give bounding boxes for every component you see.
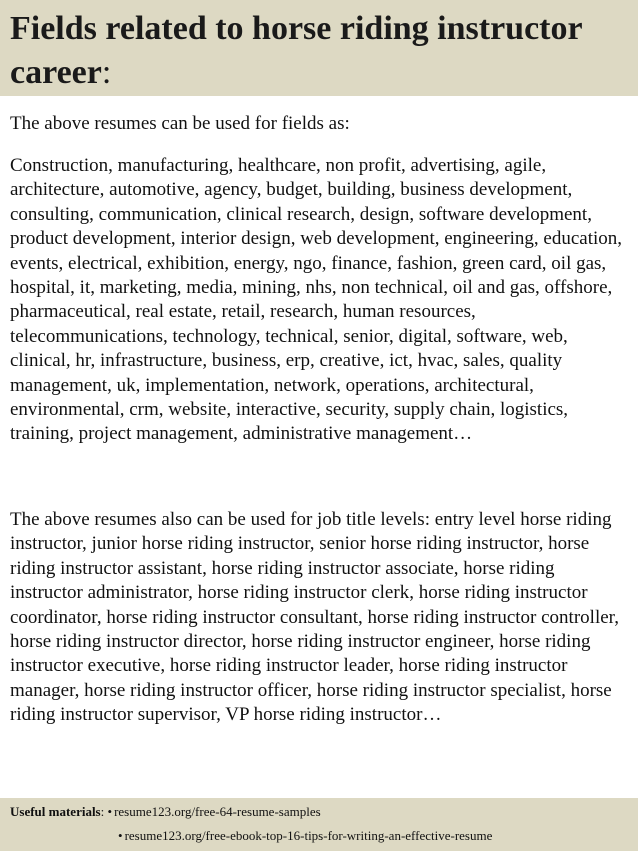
fields-list-paragraph: Construction, manufacturing, healthcare, non profit, advertising, agile, architecture, automotive, agency, budget, building, business development, consulting, communication, clinical research, design, software development, product development, interior design, web development, engineering, education, events, electrical, exhibition, energy, ngo, finance, fashion, green card, oil gas, hospital, it, marketing, media, mining, nhs, non technical, oil and gas, offshore, pharmaceutical, real estate, retail, research, human resources, telecommunications, technology, technical, senior, digital, software, web, clinical, hr, infrastructure, business, erp, creative, ict, hvac, sales, quality management, uk, implementation, network, operations, architectural, environmental, crm, website, interactive, security, supply chain, logistics, training, project management, administrative management… (10, 155, 623, 445)
job-levels-paragraph: The above resumes also can be used for job title levels: entry level horse riding instructor, junior horse riding instructor, senior horse riding instructor, horse riding instructor assistant, horse riding instructor associate, horse riding instructor administrator, horse riding instructor clerk, horse riding instructor coordinator, horse riding instructor consultant, horse riding instructor controller, horse riding instructor director, horse riding instructor engineer, horse riding instructor executive, horse riding instructor leader, horse riding instructor manager, horse riding instructor officer, horse riding instructor specialist, horse riding instructor supervisor, VP horse riding instructor… (10, 509, 619, 726)
resume-samples-link[interactable]: resume123.org/free-64-resume-samples (114, 804, 321, 819)
useful-materials-footer (0, 798, 638, 851)
bullet-icon: • (118, 828, 123, 843)
title-banner (0, 0, 638, 96)
useful-materials-label: Useful materials (10, 804, 101, 819)
bullet-icon: • (107, 804, 113, 819)
page-title-colon: : (101, 54, 112, 91)
footer-row-2 (118, 828, 492, 844)
intro-text: The above resumes can be used for fields as: (10, 113, 350, 134)
page-title-text: Fields related to horse riding instructor career (10, 10, 582, 91)
footer-row-1 (10, 804, 321, 820)
useful-materials-separator: : (100, 804, 105, 819)
page-title (10, 7, 630, 95)
resume-tips-ebook-link[interactable]: resume123.org/free-ebook-top-16-tips-for-writing-an-effective-resume (124, 828, 493, 843)
